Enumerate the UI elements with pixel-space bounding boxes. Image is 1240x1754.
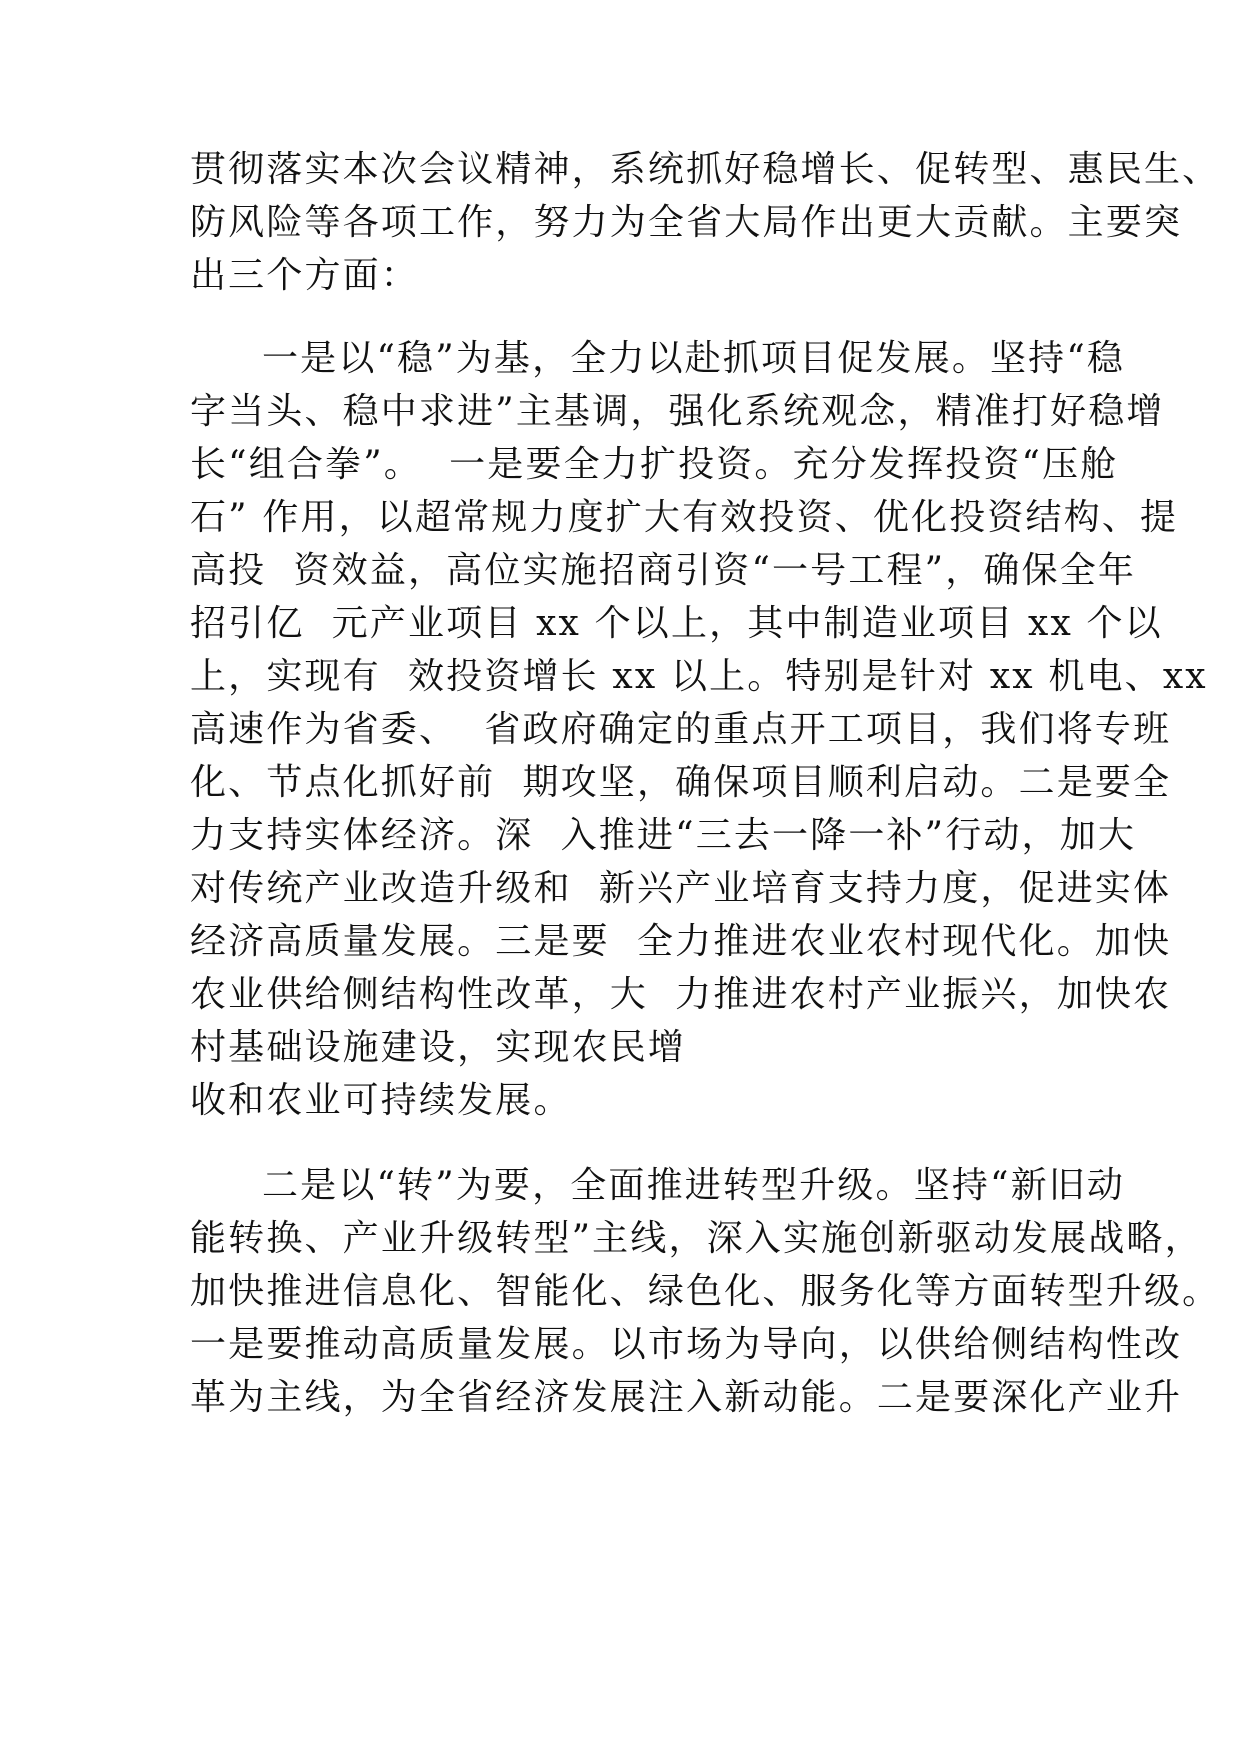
- text-line: 一是要推动高质量发展。以市场为导向，以供给侧结构性改: [190, 1324, 1183, 1365]
- text-line: 农业供给侧结构性改革，大 力推进农村产业振兴，加快农: [190, 974, 1172, 1015]
- text-line: 村基础设施建设，实现农民增: [190, 1027, 687, 1068]
- text-line: 防风险等各项工作，努力为全省大局作出更大贡献。主要突: [190, 202, 1183, 243]
- text-line: 长“组合拳”。 一是要全力扩投资。充分发挥投资“压舱: [190, 444, 1119, 485]
- text-line: 力支持实体经济。深 入推进“三去一降一补”行动，加大: [190, 815, 1137, 856]
- paragraph-first-line: 二是以“转”为要，全面推进转型升级。坚持“新旧动: [262, 1165, 1126, 1206]
- text-line: 经济高质量发展。三是要 全力推进农业农村现代化。加快: [190, 921, 1172, 962]
- text-line: 化、节点化抓好前 期攻坚，确保项目顺利启动。二是要全: [190, 762, 1172, 803]
- text-line: 能转换、产业升级转型”主线，深入实施创新驱动发展战略，: [190, 1218, 1203, 1259]
- text-line: 高速作为省委、 省政府确定的重点开工项目，我们将专班: [190, 709, 1172, 750]
- text-line: 贯彻落实本次会议精神，系统抓好稳增长、促转型、惠民生、: [190, 149, 1221, 190]
- text-line: 字当头、稳中求进”主基调，强化系统观念，精准打好稳增: [190, 391, 1165, 432]
- text-line: 石” 作用，以超常规力度扩大有效投资、优化投资结构、提: [190, 497, 1179, 538]
- text-line: 革为主线，为全省经济发展注入新动能。二是要深化产业升: [190, 1377, 1183, 1418]
- text-line: 收和农业可持续发展。: [190, 1080, 572, 1121]
- text-line: 对传统产业改造升级和 新兴产业培育支持力度，促进实体: [190, 868, 1172, 909]
- text-line: 上，实现有 效投资增长 xx 以上。特别是针对 xx 机电、xx: [190, 656, 1208, 697]
- text-line: 招引亿 元产业项目 xx 个以上，其中制造业项目 xx 个以: [190, 603, 1163, 644]
- text-line: 加快推进信息化、智能化、绿色化、服务化等方面转型升级。: [190, 1271, 1221, 1312]
- text-line: 高投 资效益，高位实施招商引资“一号工程”，确保全年: [190, 550, 1137, 591]
- paragraph-first-line: 一是以“稳”为基，全力以赴抓项目促发展。坚持“稳: [262, 338, 1126, 379]
- text-line: 出三个方面：: [190, 255, 419, 296]
